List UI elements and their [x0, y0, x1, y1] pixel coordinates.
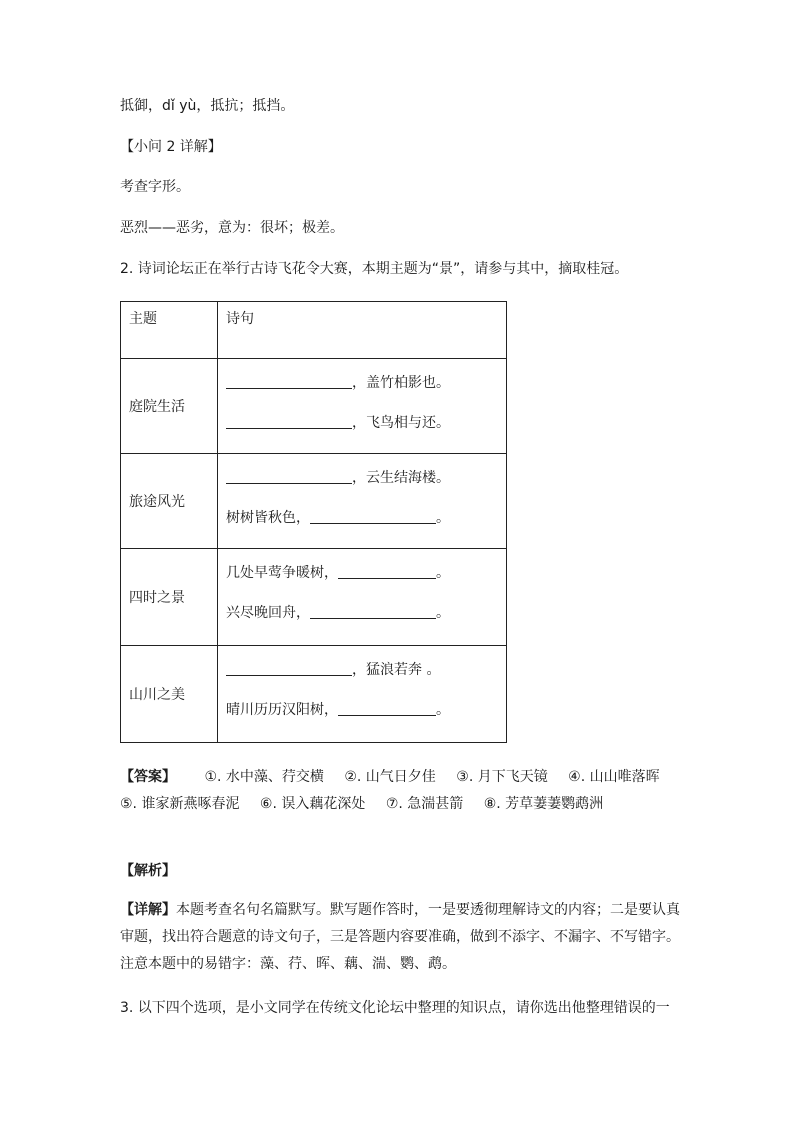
- text-line-1: 抵御，dǐ yù，抵抗；抵挡。: [120, 98, 295, 114]
- question-3-stem: 3. 以下四个选项，是小文同学在传统文化论坛中整理的知识点，请你选出他整理错误的一: [120, 1000, 670, 1016]
- answer-blank[interactable]: [226, 467, 352, 484]
- row-verses: 几处早莺争暖树， 。 兴尽晚回舟， 。: [218, 549, 507, 646]
- answer-item: ③. 月下飞天镜: [456, 769, 548, 785]
- poem-table: [120, 301, 507, 743]
- table-row: [121, 646, 507, 743]
- table-header-row: [121, 302, 507, 359]
- row-theme: 山川之美: [121, 646, 218, 743]
- answer-item: ①. 水中藻、荇交横: [204, 769, 324, 785]
- header-theme: 主题: [121, 302, 218, 359]
- answer-item: ⑧. 芳草萋萋鹦鹉洲: [483, 796, 604, 812]
- answer-item: ⑥. 误入藕花深处: [259, 796, 366, 812]
- text-line-4: 恶烈——恶劣，意为：很坏；极差。: [120, 220, 344, 236]
- table-row: [121, 454, 507, 549]
- answer-blank[interactable]: [338, 699, 436, 716]
- detail-text: 本题考查名句名篇默写。默写题作答时，一是要透彻理解诗文的内容；二是要认真审题，找出符合题意的诗文句子，三是答题内容要准确，做到不添字、不漏字、不写错字。注意本题中的易错字：藻、荇、晖、藕、湍、鹦、鹉。: [120, 902, 680, 972]
- answer-item: ⑦. 急湍甚箭: [385, 796, 464, 812]
- row-theme: 四时之景: [121, 549, 218, 646]
- analysis-detail: [120, 897, 680, 978]
- detail-label: 【详解】: [120, 902, 176, 918]
- answer-blank[interactable]: [226, 412, 352, 429]
- answer-blank[interactable]: [226, 659, 352, 676]
- text-line-3: 考查字形。: [120, 179, 190, 195]
- answer-blank[interactable]: [338, 562, 436, 579]
- table-row: [121, 359, 507, 454]
- analysis-label: 【解析】: [120, 863, 176, 879]
- answer-label: 【答案】: [120, 769, 176, 785]
- answer-blank[interactable]: [310, 507, 436, 524]
- row-verses: ，盖竹柏影也。 ，飞鸟相与还。: [218, 359, 507, 454]
- table-row: [121, 549, 507, 646]
- answer-blank[interactable]: [226, 372, 352, 389]
- answer-block: [120, 764, 680, 818]
- row-verses: ，猛浪若奔 。 晴川历历汉阳树， 。: [218, 646, 507, 743]
- row-theme: 庭院生活: [121, 359, 218, 454]
- answer-item: ②. 山气日夕佳: [344, 769, 436, 785]
- header-verse: 诗句: [218, 302, 507, 359]
- sub-question-2-heading: 【小问 2 详解】: [120, 139, 222, 155]
- row-theme: 旅途风光: [121, 454, 218, 549]
- answer-blank[interactable]: [310, 602, 436, 619]
- question-2-stem: 2. 诗词论坛正在举行古诗飞花令大赛，本期主题为“景”，请参与其中，摘取桂冠。: [120, 261, 629, 277]
- row-verses: ，云生结海楼。 树树皆秋色， 。: [218, 454, 507, 549]
- answer-item: ⑤. 谁家新燕啄春泥: [120, 796, 240, 812]
- answer-item: ④. 山山唯落晖: [568, 769, 660, 785]
